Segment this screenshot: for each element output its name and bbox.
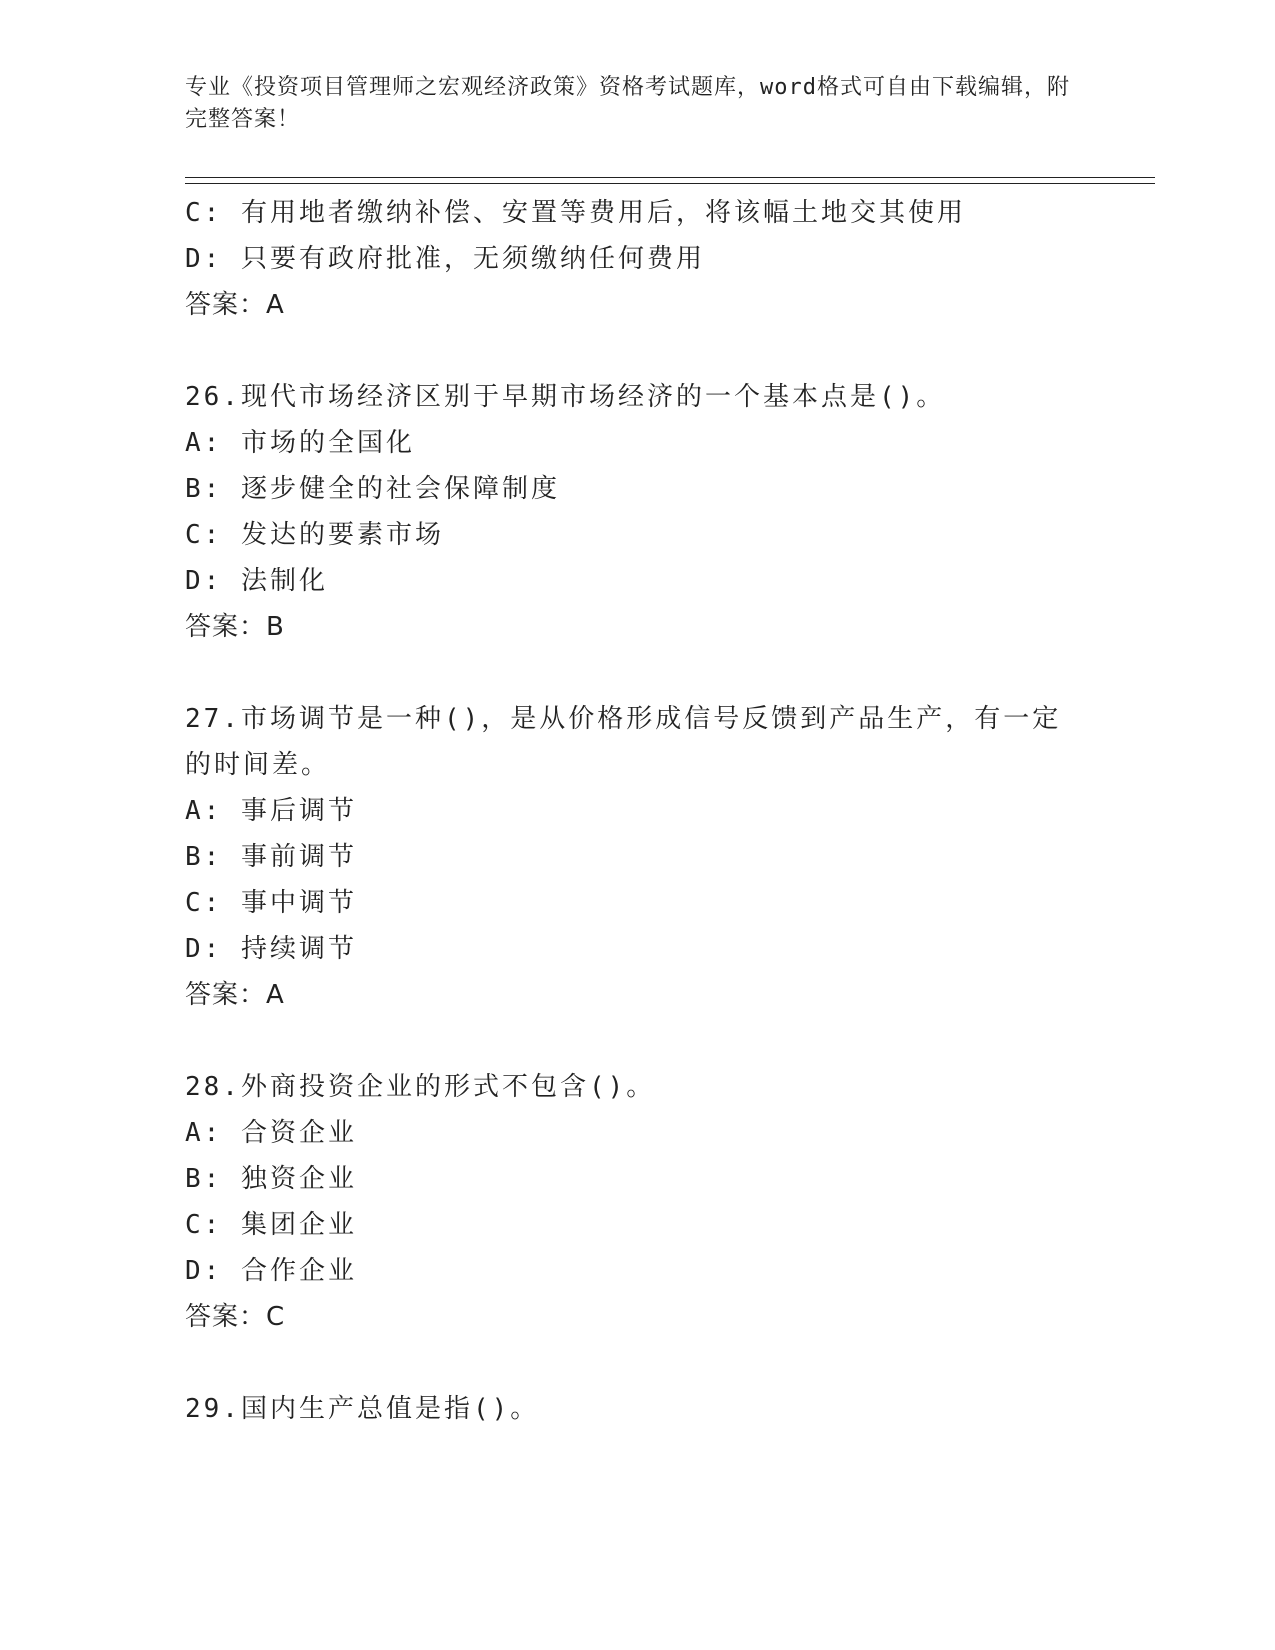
option-d: D: 合作企业 [185,1256,357,1286]
option-c: C: 集团企业 [185,1210,357,1240]
question-text: 29.国内生产总值是指()。 [185,1394,540,1424]
option-c: C: 事中调节 [185,888,357,918]
question-list [185,190,1085,1432]
option-b: B: 逐步健全的社会保障制度 [185,474,560,504]
answer-label: 答案：C [185,1302,286,1332]
spacer [185,1018,1085,1064]
option-b: B: 事前调节 [185,842,357,872]
spacer [185,328,1085,374]
option-a: A: 合资企业 [185,1118,357,1148]
question-text: 28.外商投资企业的形式不包含()。 [185,1072,656,1102]
answer-label: 答案：A [185,980,285,1010]
option-d: D: 只要有政府批准，无须缴纳任何费用 [185,244,705,274]
question-block-28 [185,1064,1085,1340]
option-d: D: 法制化 [185,566,328,596]
question-block-26 [185,374,1085,650]
answer-label: 答案：A [185,290,285,320]
question-text: 26.现代市场经济区别于早期市场经济的一个基本点是()。 [185,382,946,412]
spacer [185,1340,1085,1386]
option-a: A: 市场的全国化 [185,428,415,458]
option-a: A: 事后调节 [185,796,357,826]
question-block-27 [185,696,1085,1018]
document-header: 专业《投资项目管理师之宏观经济政策》资格考试题库，word格式可自由下载编辑，附完整答案！ [185,75,1070,132]
spacer [185,650,1085,696]
question-text: 27.市场调节是一种()，是从价格形成信号反馈到产品生产，有一定的时间差。 [185,704,1062,780]
option-b: B: 独资企业 [185,1164,357,1194]
question-block-29 [185,1386,1085,1432]
option-c: C: 发达的要素市场 [185,520,444,550]
answer-label: 答案：B [185,612,285,642]
option-d: D: 持续调节 [185,934,357,964]
header-divider-bottom [185,183,1155,184]
question-block-25 [185,190,1085,328]
header-divider-top [185,177,1155,178]
option-c: C: 有用地者缴纳补偿、安置等费用后，将该幅土地交其使用 [185,198,966,228]
